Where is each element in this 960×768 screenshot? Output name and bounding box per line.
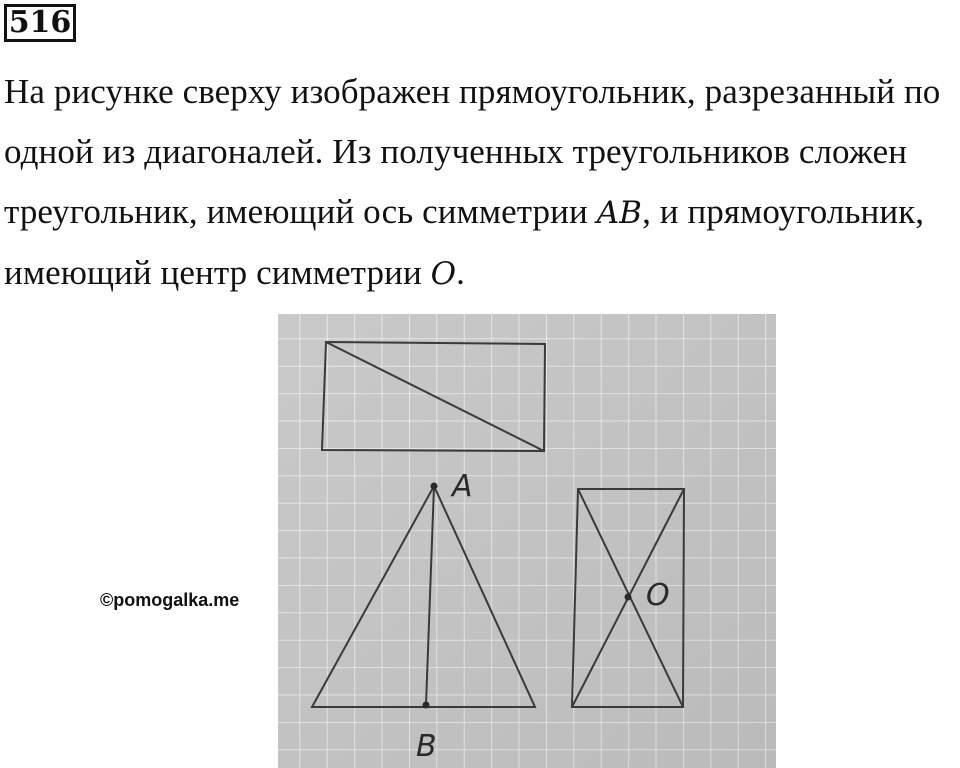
point-o-marker (625, 594, 632, 601)
paper-shading (278, 314, 776, 768)
problem-text-line-4-start: имеющий центр симметрии (4, 253, 431, 292)
point-b-marker (423, 702, 430, 709)
watermark: ©pomogalka.me (100, 590, 240, 610)
problem-text-line-3-end: , и прямоугольник, (642, 192, 925, 231)
point-a-marker (431, 483, 438, 490)
axis-ab-symbol: AB (596, 195, 643, 231)
label-a: A (452, 469, 473, 504)
problem-text-line-3 (4, 182, 954, 243)
center-o-symbol: O (430, 256, 457, 292)
problem-text-line-4 (4, 243, 954, 304)
problem-number: 516 (4, 4, 76, 42)
problem-text-line-3-start: треугольник, имеющий ось симметрии (4, 192, 597, 231)
geometry-figure (278, 314, 776, 768)
problem-text-line-1: На рисунке сверху изображен прямоугольник, разрезанный по (4, 72, 941, 111)
label-b: B (416, 729, 437, 764)
problem-text (4, 62, 954, 304)
problem-text-line-2: одной из диагоналей. Из полученных треугольников сложен (4, 132, 908, 171)
label-o: O (646, 578, 670, 613)
problem-text-line-4-end: . (456, 253, 465, 292)
